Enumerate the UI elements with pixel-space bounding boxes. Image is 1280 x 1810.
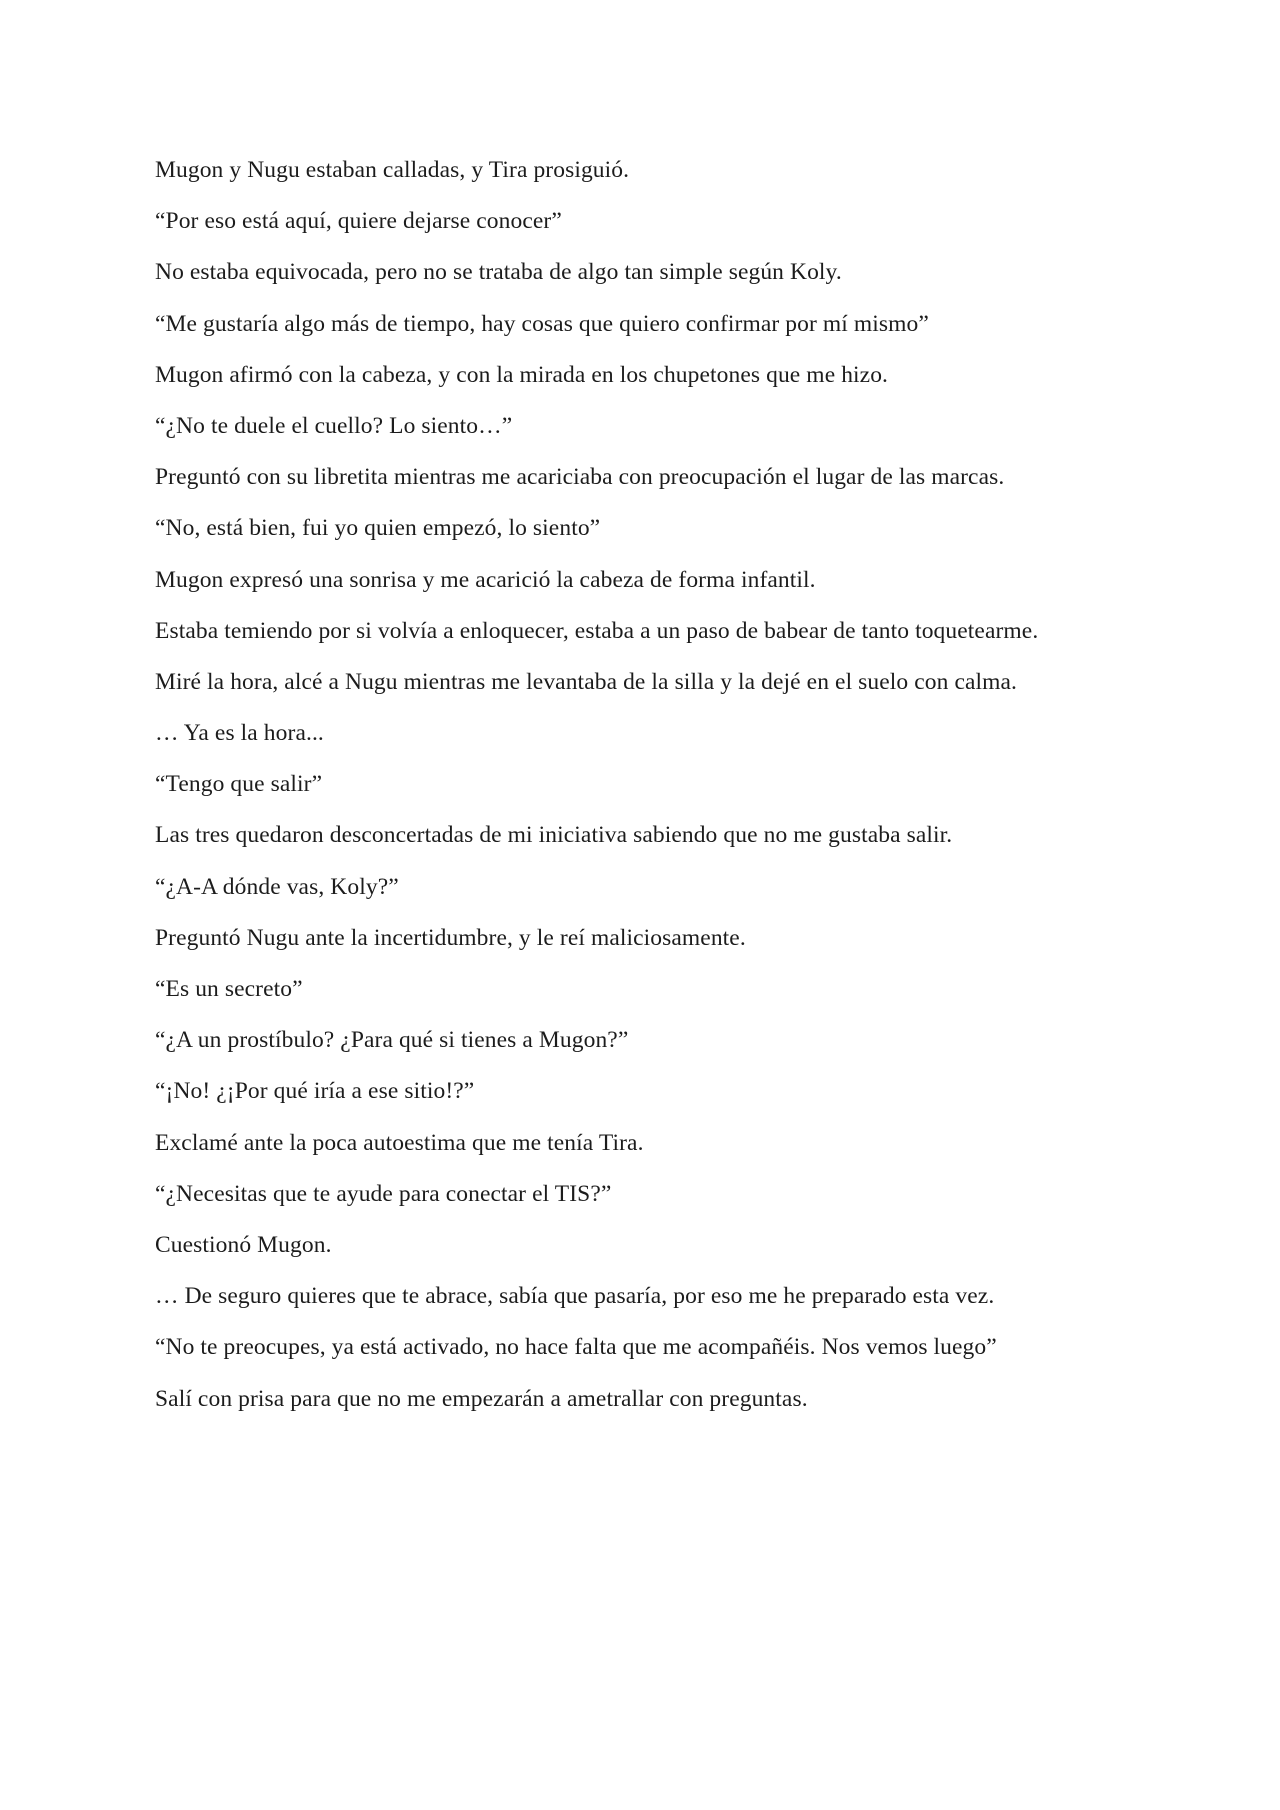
paragraph: Miré la hora, alcé a Nugu mientras me levantaba de la silla y la dejé en el suelo con calma. (155, 668, 1018, 695)
paragraph: Preguntó con su libretita mientras me acariciaba con preocupación el lugar de las marcas. (155, 464, 1005, 491)
paragraph: “Por eso está aquí, quiere dejarse conocer” (155, 208, 562, 235)
paragraph: … Ya es la hora... (155, 720, 324, 747)
paragraph: Preguntó Nugu ante la incertidumbre, y le reí maliciosamente. (155, 924, 746, 951)
paragraph: “No, está bien, fui yo quien empezó, lo siento” (155, 515, 601, 542)
paragraph: “¿Necesitas que te ayude para conectar el TIS?” (155, 1180, 612, 1207)
paragraph: … De seguro quieres que te abrace, sabía que pasaría, por eso me he preparado esta vez. (155, 1283, 995, 1310)
document-body (155, 150, 1195, 1430)
paragraph: “¿A un prostíbulo? ¿Para qué si tienes a Mugon?” (155, 1027, 629, 1054)
paragraph: “¡No! ¿¡Por qué iría a ese sitio!?” (155, 1078, 475, 1105)
paragraph: Salí con prisa para que no me empezarán a ametrallar con preguntas. (155, 1385, 808, 1412)
paragraph: Mugon afirmó con la cabeza, y con la mirada en los chupetones que me hizo. (155, 361, 889, 388)
paragraph: Mugon y Nugu estaban calladas, y Tira prosiguió. (155, 157, 630, 183)
paragraph: “Es un secreto” (155, 976, 303, 1002)
paragraph: “Me gustaría algo más de tiempo, hay cosas que quiero confirmar por mí mismo” (155, 310, 929, 337)
paragraph: “Tengo que salir” (155, 771, 323, 798)
paragraph: “¿No te duele el cuello? Lo siento…” (155, 412, 513, 439)
paragraph: “No te preocupes, ya está activado, no hace falta que me acompañéis. Nos vemos luego” (155, 1334, 997, 1361)
paragraph: “¿A-A dónde vas, Koly?” (155, 873, 399, 900)
paragraph: No estaba equivocada, pero no se trataba de algo tan simple según Koly. (155, 259, 842, 286)
paragraph: Exclamé ante la poca autoestima que me tenía Tira. (155, 1129, 644, 1156)
paragraph: Las tres quedaron desconcertadas de mi iniciativa sabiendo que no me gustaba salir. (155, 822, 953, 849)
paragraph: Mugon expresó una sonrisa y me acarició la cabeza de forma infantil. (155, 566, 816, 593)
paragraph: Cuestionó Mugon. (155, 1231, 332, 1258)
paragraph: Estaba temiendo por si volvía a enloquecer, estaba a un paso de babear de tanto toquetearme. (155, 617, 1039, 644)
